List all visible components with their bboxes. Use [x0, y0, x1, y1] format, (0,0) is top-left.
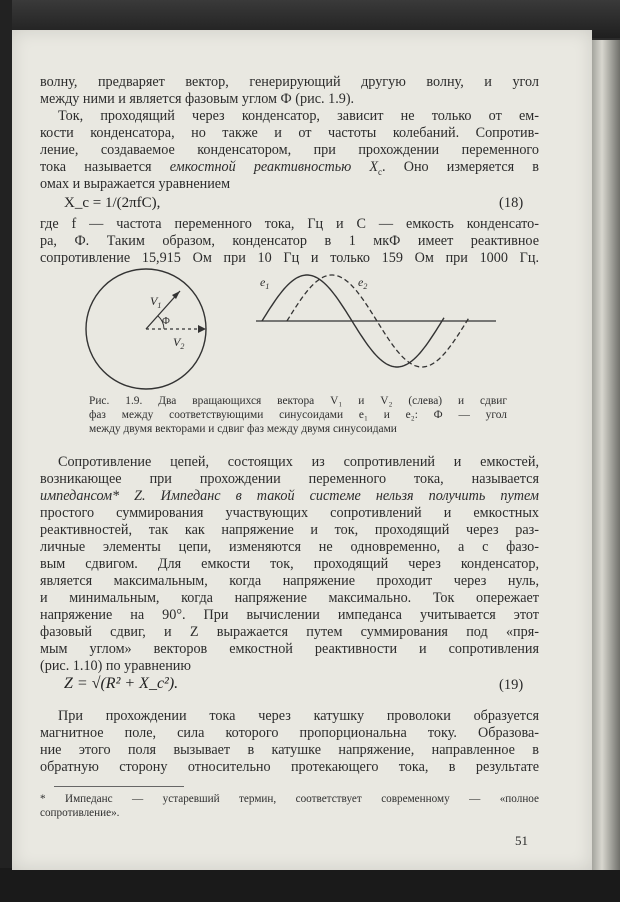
text-line: кости конденсатора, но также и от частоты колебаний. Сопротив- — [40, 125, 539, 141]
label-e1: $e_1$ — [260, 275, 270, 291]
text-line: напряжение на 90°. При вычислении импеданса учитывается этот — [40, 607, 539, 623]
footnote-line: * Импеданс — устаревший термин, соответствует современному — «полное — [40, 793, 539, 805]
text-line: и минимальным, когда напряжение максимально. Ток опережает — [40, 590, 539, 606]
scan-page-edge — [590, 40, 620, 870]
formula-18: X_c = 1/(2πfC), — [64, 195, 161, 211]
text-fragment: . Оно измеряется в — [382, 159, 540, 175]
term-capacitive-reactance: емкостной реактивностью X — [169, 159, 379, 175]
text-line: между ними и является фазовым углом Ф (рис. 1.9). — [40, 91, 355, 107]
label-v2: $V_2$ — [173, 335, 185, 351]
text-line: Ток, проходящий через конденсатор, зависит не только от ем- — [58, 108, 539, 124]
text-line: фазовый сдвиг, и Z выражается путем суммирования под «пря- — [40, 624, 539, 640]
sinusoid-diagram — [256, 275, 496, 367]
text-line: волну, предваряет вектор, генерирующий другую волну, и угол — [40, 74, 539, 90]
footnote-rule — [54, 786, 184, 787]
figure-caption-line: фаз между соответствующими синусоидами e₁ и e₂: Ф — угол — [89, 409, 507, 421]
figure-1-9 — [72, 268, 512, 398]
text-line: личные элементы цепи, изменяются не одновременно, а с фазо- — [40, 539, 539, 555]
text-line: импедансом* Z. Импеданс в такой системе нельзя получить путем — [40, 488, 539, 504]
scan-border-bottom — [0, 868, 620, 902]
formula-19: Z = √(R² + X_c²). — [64, 675, 179, 692]
page-number: 51 — [515, 833, 528, 848]
text-line: (рис. 1.10) по уравнению — [40, 658, 191, 674]
text-line: мым углом» векторов емкостной реактивности и сопротивления — [40, 641, 539, 657]
book-page — [12, 30, 592, 870]
text-line: простого суммирования участвующих сопротивлений и емкостных — [40, 505, 539, 521]
figure-caption-line: между двумя векторами и сдвиг фаз между двумя синусоидами — [89, 423, 397, 435]
equation-number-18: (18) — [499, 195, 524, 211]
arrow-v2 — [198, 325, 206, 333]
label-phi: Ф — [162, 316, 170, 327]
text-line: При прохождении тока через катушку проволоки образуется — [58, 708, 539, 724]
label-v1: $V_1$ — [150, 294, 162, 310]
text-fragment: тока называется — [40, 159, 152, 175]
text-line: является максимальным, когда напряжение проходит через нуль, — [40, 573, 539, 589]
text-line: омах и выражается уравнением — [40, 176, 231, 192]
text-line: Сопротивление цепей, состоящих из сопротивлений и емкостей, — [58, 454, 539, 470]
scan-border-left — [0, 0, 12, 902]
subscript: c — [378, 166, 383, 177]
label-e2: $e_2$ — [358, 275, 368, 291]
text-line: ние этого поля вызывает в катушке напряжение, направленное в — [40, 742, 539, 758]
vector-diagram — [86, 269, 206, 389]
text-line: возникающее при прохождении переменного тока, называется — [40, 471, 539, 487]
text-line: обратную сторону относительно протекающего тока, в результате — [40, 759, 539, 775]
text-line: реактивностей, так как напряжение и ток, проходящий через раз- — [40, 522, 539, 538]
equation-number-19: (19) — [499, 677, 524, 693]
figure-caption-line: Рис. 1.9. Два вращающихся вектора V₁ и V₂ (слева) и сдвиг — [89, 395, 507, 407]
text-line: сопротивление 15,915 Ом при 10 Гц и только 159 Ом при 1000 Гц. — [40, 250, 539, 266]
text-line: вым сдвигом. Для емкости ток, проходящий через конденсатор, — [40, 556, 539, 572]
footnote-line: сопротивление». — [40, 807, 120, 819]
text-line: ление, создаваемое конденсатором, при прохождении переменного — [40, 142, 539, 158]
text-line: ра, Ф. Таким образом, конденсатор в 1 мкФ имеет реактивное — [40, 233, 539, 249]
text-line: где f — частота переменного тока, Гц и C — емкость конденсато- — [40, 216, 539, 232]
text-line: магнитное поле, сила которого пропорциональна току. Образова- — [40, 725, 539, 741]
